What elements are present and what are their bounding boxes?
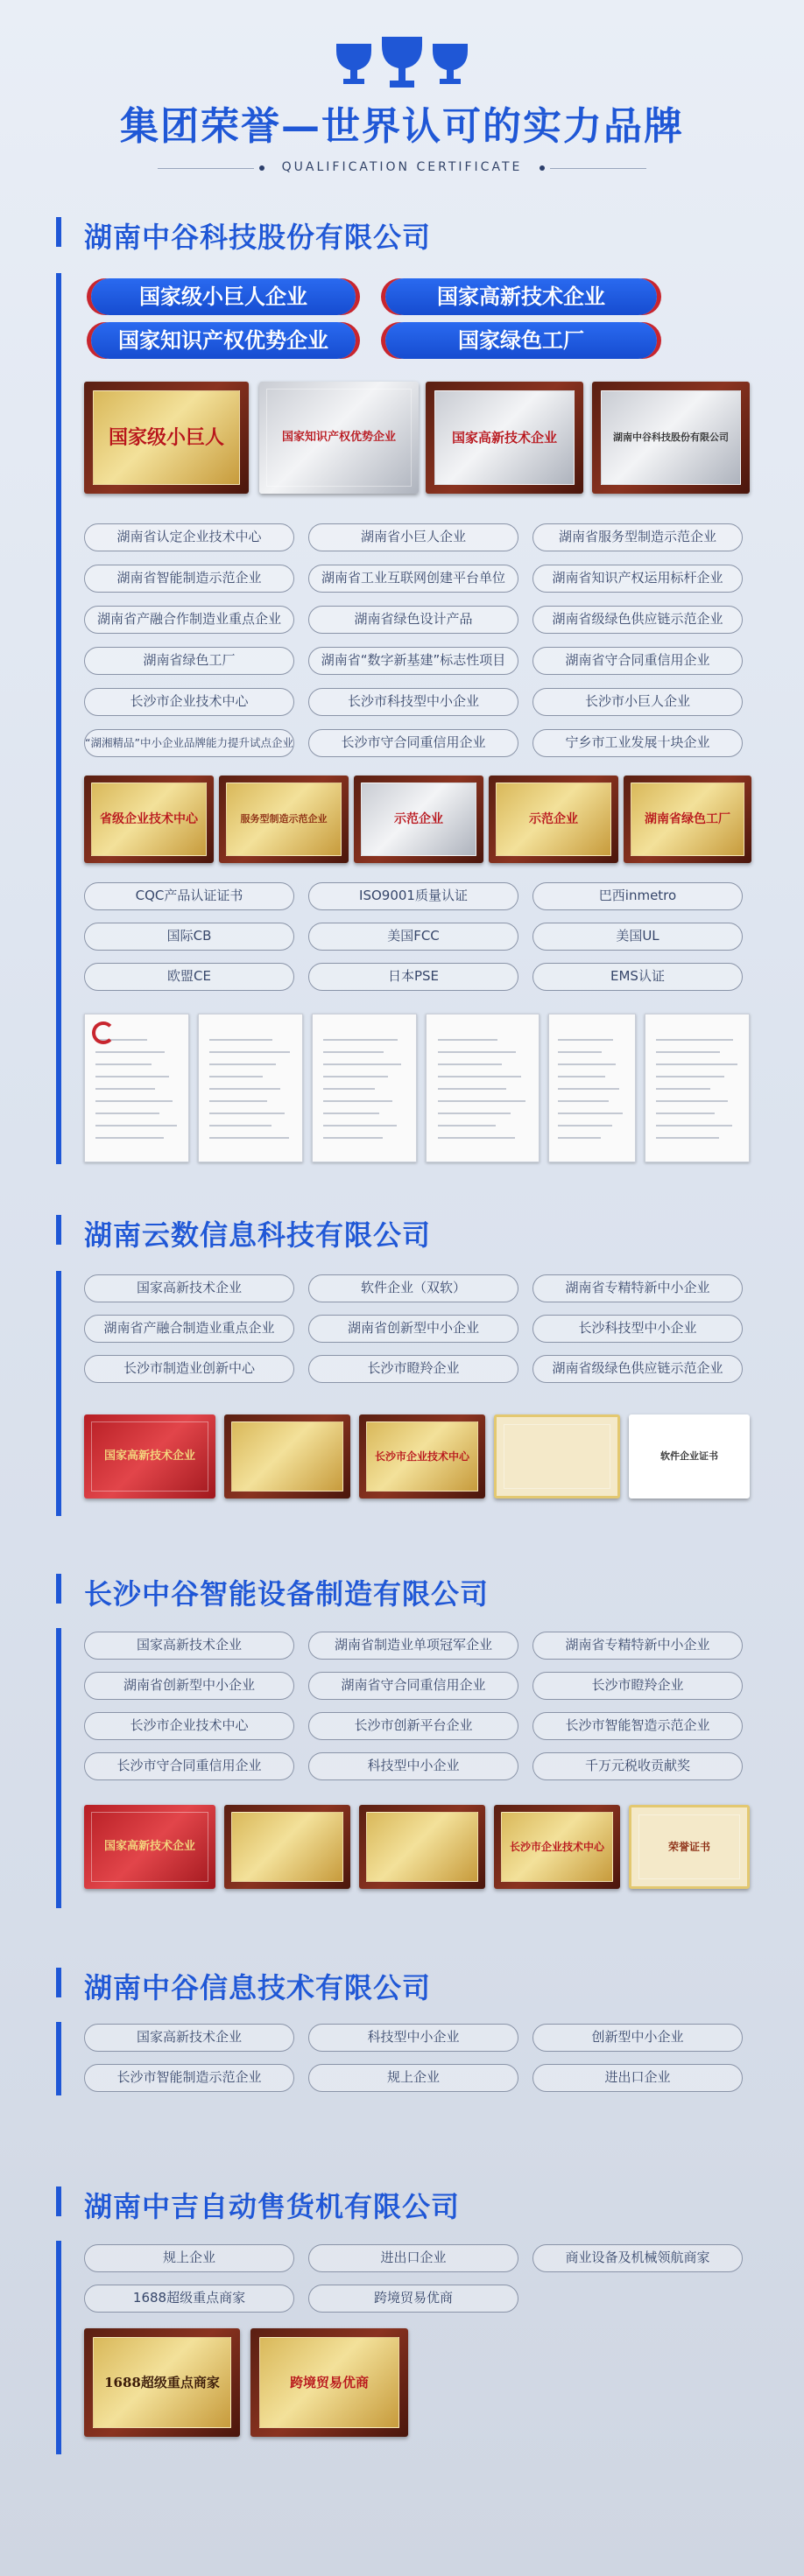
honor-pill: EMS认证 [532,963,743,991]
honor-pill: 长沙市科技型中小企业 [308,688,518,716]
honor-pill: 进出口企业 [532,2064,743,2092]
honor-pill: 规上企业 [84,2244,294,2272]
badge: 国家高新技术企业 [385,278,657,315]
section-title: 湖南云数信息科技有限公司 [84,1218,432,1252]
badge: 国家绿色工厂 [385,322,657,359]
honor-list [84,2024,750,2102]
certificate-document [645,1014,750,1162]
section-yunshu [0,1208,804,1523]
section-title-bar [56,1968,61,1997]
honor-pill: 欧盟CE [84,963,294,991]
section-title-bar [56,217,61,247]
plaque: 长沙市企业技术中心 [494,1805,620,1889]
honor-list [84,1274,750,1388]
plaque: 长沙市企业技术中心 [359,1414,485,1499]
plaque: 国家高新技术企业 [84,1805,215,1889]
section-zhongji [0,2179,804,2530]
honor-pill: 长沙市企业技术中心 [84,1712,294,1740]
plaque: 湖南省绿色工厂 [624,776,751,863]
honor-pill: 湖南省服务型制造示范企业 [532,523,743,551]
honor-pill: “湖湘精品”中小企业品牌能力提升试点企业 [84,729,294,757]
subtitle-row [158,158,646,179]
honor-pill: 湖南省小巨人企业 [308,523,518,551]
honor-pill: 长沙市企业技术中心 [84,688,294,716]
plaque [494,1414,620,1499]
honor-pill: 商业设备及机械领航商家 [532,2244,743,2272]
plaque [224,1414,350,1499]
plaque [359,1805,485,1889]
section-zhonggu-smart [0,1567,804,1917]
certificate-document [548,1014,636,1162]
honor-pill: 日本PSE [308,963,518,991]
section-title: 湖南中谷科技股份有限公司 [84,221,432,254]
honor-pill: 宁乡市工业发展十块企业 [532,729,743,757]
section-zhonggu-tech [0,210,804,1173]
honor-pill: 湖南省工业互联网创建平台单位 [308,565,518,593]
honor-pill: 湖南省创新型中小企业 [308,1315,518,1343]
plaque: 国家级小巨人 [84,382,249,494]
honor-pill: 湖南省绿色工厂 [84,647,294,675]
header [0,0,804,184]
page-title: 集团荣誉—世界认可的实力品牌 [120,104,684,149]
honor-pill: 湖南省专精特新中小企业 [532,1632,743,1660]
honor-pill: 湖南省认定企业技术中心 [84,523,294,551]
honor-pill: 规上企业 [308,2064,518,2092]
honor-pill: 1688超级重点商家 [84,2285,294,2313]
page-subtitle: QUALIFICATION CERTIFICATE [281,160,523,174]
honor-pill: 美国FCC [308,923,518,951]
section-side-bar [56,1271,61,1516]
plaque: 1688超级重点商家 [84,2328,240,2437]
honor-pill: CQC产品认证证书 [84,882,294,910]
honor-pill: 湖南省制造业单项冠军企业 [308,1632,518,1660]
plaque: 示范企业 [354,776,483,863]
certification-list [84,882,750,987]
honor-pill: 软件企业（双软） [308,1274,518,1302]
honor-pill: 长沙市瞪羚企业 [532,1672,743,1700]
honor-pill: 湖南省知识产权运用标杆企业 [532,565,743,593]
section-side-bar [56,2241,61,2454]
honor-pill: 湖南省智能制造示范企业 [84,565,294,593]
honor-pill: 湖南省创新型中小企业 [84,1672,294,1700]
honor-pill: 科技型中小企业 [308,2024,518,2052]
honor-list [84,1632,750,1789]
honor-pill: 巴西inmetro [532,882,743,910]
honor-pill: 湖南省守合同重信用企业 [308,1672,518,1700]
section-side-bar [56,273,61,1164]
honor-pill: 长沙市智能智造示范企业 [532,1712,743,1740]
honor-pill: 湖南省守合同重信用企业 [532,647,743,675]
honor-pill: 长沙市小巨人企业 [532,688,743,716]
certificate-document [198,1014,303,1162]
section-zhonggu-info [0,1961,804,2118]
honor-pill: 千万元税收贡献奖 [532,1752,743,1780]
honor-pill: 长沙市守合同重信用企业 [84,1752,294,1780]
honor-pill: 国家高新技术企业 [84,2024,294,2052]
certificate-document [426,1014,540,1162]
trophy-icon [328,35,476,96]
honor-pill: 湖南省“数字新基建”标志性项目 [308,647,518,675]
honor-pill: ISO9001质量认证 [308,882,518,910]
honor-pill: 长沙市智能制造示范企业 [84,2064,294,2092]
plaque: 荣誉证书 [629,1805,750,1889]
honor-pill: 湖南省产融合制造业重点企业 [84,1315,294,1343]
honor-pill: 长沙科技型中小企业 [532,1315,743,1343]
divider [550,168,646,169]
section-title: 长沙中谷智能设备制造有限公司 [84,1577,490,1611]
certificate-document [312,1014,417,1162]
section-side-bar [56,2022,61,2095]
plaque: 湖南中谷科技股份有限公司 [592,382,750,494]
plaque: 服务型制造示范企业 [219,776,349,863]
dot [540,165,545,171]
plaque: 省级企业技术中心 [84,776,214,863]
plaque: 跨境贸易优商 [250,2328,408,2437]
honor-pill: 湖南省绿色设计产品 [308,606,518,634]
plaque [224,1805,350,1889]
section-title-bar [56,2186,61,2216]
honor-pill: 美国UL [532,923,743,951]
plaque: 示范企业 [489,776,618,863]
certificate-document [84,1014,189,1162]
honor-pill: 湖南省产融合作制造业重点企业 [84,606,294,634]
honor-pill: 长沙市创新平台企业 [308,1712,518,1740]
honor-pill: 国家高新技术企业 [84,1274,294,1302]
honor-pill: 湖南省级绿色供应链示范企业 [532,606,743,634]
honor-pill: 湖南省专精特新中小企业 [532,1274,743,1302]
section-title: 湖南中吉自动售货机有限公司 [84,2190,461,2223]
section-title-bar [56,1574,61,1604]
honor-pill: 长沙市制造业创新中心 [84,1355,294,1383]
honor-pill: 国家高新技术企业 [84,1632,294,1660]
honor-pill: 进出口企业 [308,2244,518,2272]
honor-pill: 湖南省级绿色供应链示范企业 [532,1355,743,1383]
plaque: 国家高新技术企业 [426,382,583,494]
section-title: 湖南中谷信息技术有限公司 [84,1971,432,2004]
plaque: 国家高新技术企业 [84,1414,215,1499]
badge: 国家知识产权优势企业 [91,322,356,359]
honor-pill: 创新型中小企业 [532,2024,743,2052]
badge: 国家级小巨人企业 [91,278,356,315]
honor-list [84,523,750,760]
plaque: 国家知识产权优势企业 [259,382,419,494]
honor-pill: 国际CB [84,923,294,951]
honor-list [84,2244,750,2323]
honor-pill: 长沙市瞪羚企业 [308,1355,518,1383]
honor-pill: 跨境贸易优商 [308,2285,518,2313]
plaque: 软件企业证书 [629,1414,750,1499]
divider [158,168,254,169]
section-side-bar [56,1628,61,1908]
section-title-bar [56,1215,61,1245]
honor-pill: 科技型中小企业 [308,1752,518,1780]
honor-pill: 长沙市守合同重信用企业 [308,729,518,757]
